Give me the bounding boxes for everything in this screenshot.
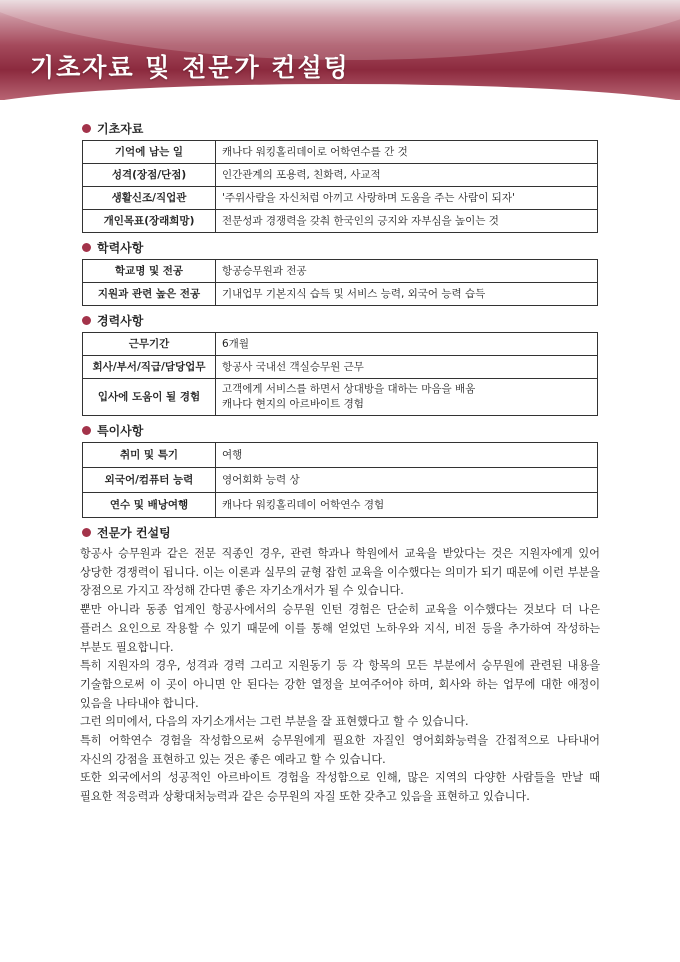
education-table (82, 259, 598, 306)
table-row (83, 210, 598, 233)
consulting-body (80, 545, 600, 807)
value-line: 캐나다 현지의 아르바이트 경험 (222, 398, 364, 410)
row-key: 기억에 남는 일 (83, 141, 216, 164)
section-title-basic: 기초자료 (82, 118, 602, 138)
table-row (83, 493, 598, 518)
row-value: 영어회화 능력 상 (216, 468, 598, 493)
row-key: 생활신조/직업관 (83, 187, 216, 210)
table-row (83, 333, 598, 356)
row-key: 지원과 관련 높은 전공 (83, 283, 216, 306)
paragraph: 특히 지원자의 경우, 성격과 경력 그리고 지원동기 등 각 항목의 모든 부분에서 승무원에 관련된 내용을 기술함으로써 이 곳이 아니면 안 된다는 강한 열정을 보여주어야 하며, 회사와 하는 업무에 대한 애정이 있음을 나타내야 합니다. (80, 659, 600, 710)
bullet-icon (82, 528, 91, 537)
table-row (83, 141, 598, 164)
section-title-education: 학력사항 (82, 237, 602, 257)
row-value: 항공사 국내선 객실승무원 근무 (216, 356, 598, 379)
bullet-icon (82, 124, 91, 133)
page-title: 기초자료 및 전문가 컨설팅 (30, 53, 350, 82)
bullet-icon (82, 243, 91, 252)
row-value: 전문성과 경쟁력을 갖춰 한국인의 긍지와 자부심을 높이는 것 (216, 210, 598, 233)
section-title-career: 경력사항 (82, 310, 602, 330)
basic-info-table (82, 140, 598, 233)
row-key: 회사/부서/직급/담당업무 (83, 356, 216, 379)
row-value: 6개월 (216, 333, 598, 356)
row-key: 성격(장점/단점) (83, 164, 216, 187)
table-row (83, 468, 598, 493)
row-key: 취미 및 특기 (83, 443, 216, 468)
row-value: 여행 (216, 443, 598, 468)
paragraph: 또한 외국에서의 성공적인 아르바이트 경험을 작성함으로 인해, 많은 지역의 다양한 사람들을 만날 때 필요한 적응력과 상황대처능력과 같은 승무원의 자질 또한 갖추고 있음을 표현하고 있습니다. (80, 771, 600, 804)
row-value: 캐나다 워킹홀리데이 어학연수 경험 (216, 493, 598, 518)
paragraph: 항공사 승무원과 같은 전문 직종인 경우, 관련 학과나 학원에서 교육을 받았다는 것은 지원자에게 있어 상당한 경쟁력이 됩니다. 이는 이론과 실무의 균형 잡힌 교육을 이수했다는 의미가 되기 때문에 이런 부분을 장점으로 가지고 작성해 간다면 좋은 자기소개서가 될 수 있습니다. (80, 547, 600, 598)
career-table (82, 332, 598, 416)
table-row (83, 164, 598, 187)
page-header (0, 0, 680, 100)
row-key: 학교명 및 전공 (83, 260, 216, 283)
row-value: 기내업무 기본지식 습득 및 서비스 능력, 외국어 능력 습득 (216, 283, 598, 306)
special-table (82, 442, 598, 518)
row-value: 캐나다 워킹홀리데이로 어학연수를 간 것 (216, 141, 598, 164)
table-row (83, 283, 598, 306)
section-title-special: 특이사항 (82, 420, 602, 440)
paragraph: 그런 의미에서, 다음의 자기소개서는 그런 부분을 잘 표현했다고 할 수 있습니다. (80, 715, 469, 729)
table-row (83, 356, 598, 379)
info-sections (82, 118, 602, 542)
section-title-consulting: 전문가 컨설팅 (82, 522, 602, 542)
bullet-icon (82, 426, 91, 435)
table-row (83, 260, 598, 283)
row-value: 항공승무원과 전공 (216, 260, 598, 283)
row-value: '주위사람을 자신처럼 아끼고 사랑하며 도움을 주는 사람이 되자' (216, 187, 598, 210)
value-line: 고객에게 서비스를 하면서 상대방을 대하는 마음을 배움 (222, 383, 476, 395)
header-wave (0, 84, 680, 100)
table-row (83, 187, 598, 210)
row-key: 근무기간 (83, 333, 216, 356)
table-row (83, 379, 598, 416)
row-key: 개인목표(장래희망) (83, 210, 216, 233)
row-value (216, 379, 598, 416)
row-key: 연수 및 배낭여행 (83, 493, 216, 518)
row-key: 외국어/컴퓨터 능력 (83, 468, 216, 493)
row-key: 입사에 도움이 될 경험 (83, 379, 216, 416)
paragraph: 뿐만 아니라 동종 업계인 항공사에서의 승무원 인턴 경험은 단순히 교육을 이수했다는 것보다 더 나은 플러스 요인으로 작용할 수 있기 때문에 이를 통해 얻었던 노하우와 지식, 비전 등을 추가하여 작성하는 부분도 필요합니다. (80, 603, 600, 654)
paragraph: 특히 어학연수 경험을 작성함으로써 승무원에게 필요한 자질인 영어회화능력을 간접적으로 나타내어 자신의 강점을 표현하고 있는 것은 좋은 예라고 할 수 있습니다. (80, 734, 600, 766)
bullet-icon (82, 316, 91, 325)
table-row (83, 443, 598, 468)
row-value: 인간관계의 포용력, 친화력, 사교적 (216, 164, 598, 187)
